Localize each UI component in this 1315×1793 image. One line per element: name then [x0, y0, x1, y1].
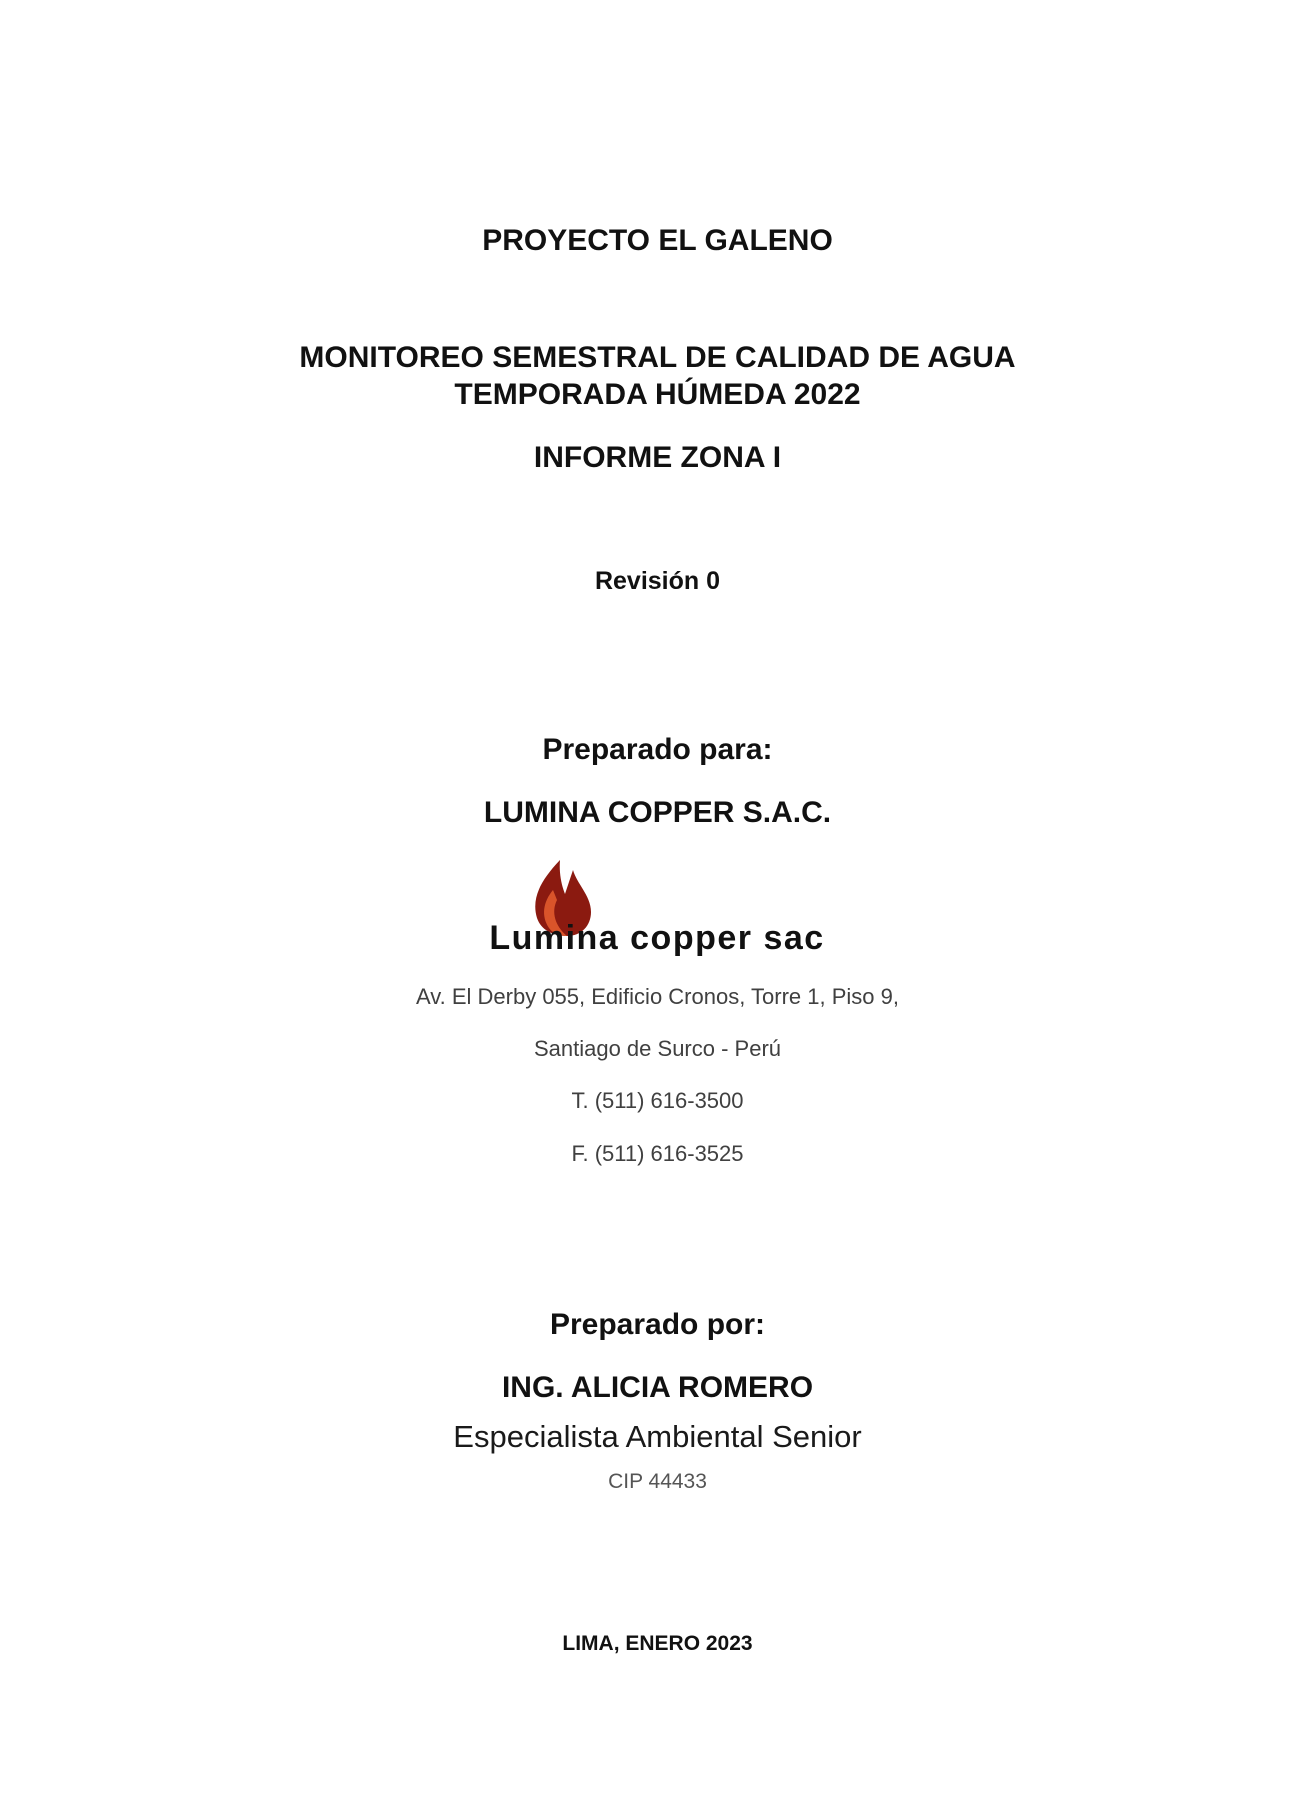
- client-company: LUMINA COPPER S.A.C.: [483, 796, 832, 829]
- author-cip: CIP 44433: [608, 1470, 707, 1493]
- author-name: ING. ALICIA ROMERO: [501, 1371, 814, 1404]
- revision: Revisión 0: [594, 567, 721, 595]
- report-title-line2: TEMPORADA HÚMEDA 2022: [454, 378, 861, 411]
- report-title-line1: MONITOREO SEMESTRAL DE CALIDAD DE AGUA: [299, 341, 1016, 374]
- address-line2: Santiago de Surco - Perú: [533, 1036, 782, 1061]
- logo-text: Lumina copper sac: [489, 919, 825, 956]
- prepared-for-heading: Preparado para:: [542, 733, 773, 766]
- report-zone: INFORME ZONA I: [533, 441, 782, 474]
- place-date: LIMA, ENERO 2023: [562, 1632, 753, 1655]
- phone: T. (511) 616-3500: [571, 1088, 744, 1113]
- prepared-by-heading: Preparado por:: [549, 1308, 766, 1341]
- project-title: PROYECTO EL GALENO: [482, 224, 833, 257]
- address-line1: Av. El Derby 055, Edificio Cronos, Torre 1, Piso 9,: [415, 984, 899, 1009]
- author-role: Especialista Ambiental Senior: [453, 1419, 862, 1454]
- flame-logo-icon: [445, 856, 875, 956]
- company-logo: [445, 856, 875, 956]
- fax: F. (511) 616-3525: [571, 1141, 744, 1166]
